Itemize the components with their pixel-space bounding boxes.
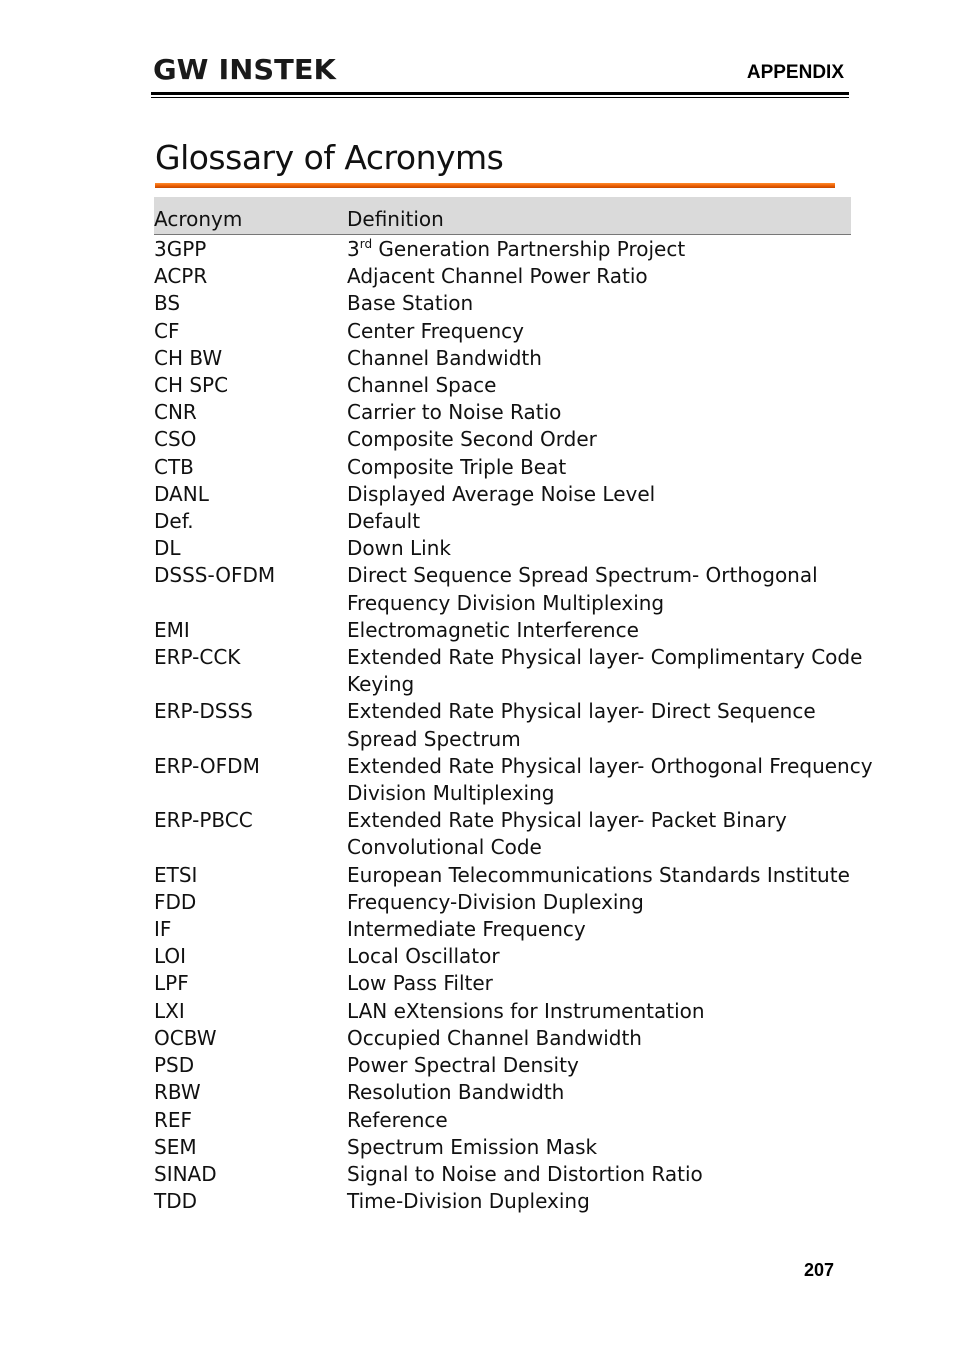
definition-text-continued: Convolutional Code	[347, 835, 542, 860]
title-underline	[155, 183, 835, 188]
acronym-cell: PSD	[154, 1053, 195, 1078]
definition-text: Time-Division Duplexing	[347, 1189, 590, 1214]
table-row	[154, 943, 851, 970]
definition-cell	[347, 1134, 851, 1161]
table-row	[154, 508, 851, 535]
column-header-definition: Definition	[347, 207, 444, 231]
table-row	[154, 753, 873, 807]
table-row	[154, 698, 851, 752]
header-rule-thin	[151, 97, 849, 98]
definition-text: Composite Triple Beat	[347, 454, 567, 479]
acronym-cell: IF	[154, 917, 172, 942]
definition-text: Frequency-Division Duplexing	[347, 889, 644, 914]
acronym-cell: EMI	[154, 617, 190, 642]
acronym-cell: SEM	[154, 1134, 197, 1159]
header-rule	[151, 92, 849, 95]
table-header	[154, 197, 851, 235]
definition-text: Center Frequency	[347, 318, 524, 343]
acronym-cell: DL	[154, 536, 181, 561]
acronym-cell: LXI	[154, 998, 185, 1023]
acronym-cell: ERP-CCK	[154, 645, 241, 670]
definition-cell	[347, 807, 851, 861]
definition-cell	[347, 399, 851, 426]
acronym-cell: ACPR	[154, 264, 208, 289]
definition-text: LAN eXtensions for Instrumentation	[347, 998, 705, 1023]
definition-text: Spectrum Emission Mask	[347, 1134, 598, 1159]
definition-text: Displayed Average Noise Level	[347, 481, 656, 506]
acronym-cell: DSSS-OFDM	[154, 563, 276, 588]
table-row	[154, 1188, 851, 1215]
definition-cell	[347, 372, 851, 399]
definition-cell	[347, 1052, 851, 1079]
definition-text-continued: Frequency Division Multiplexing	[347, 590, 665, 615]
definition-text: Base Station	[347, 291, 474, 316]
definition-prefix: 3	[347, 237, 360, 261]
acronym-cell: REF	[154, 1107, 193, 1132]
definition-cell	[347, 290, 851, 317]
acronym-cell: Def.	[154, 509, 194, 534]
definition-text-continued: Spread Spectrum	[347, 726, 521, 751]
acronym-cell: CTB	[154, 454, 194, 479]
definition-text: Direct Sequence Spread Spectrum- Orthogonal	[347, 563, 818, 588]
acronym-cell: ERP-OFDM	[154, 753, 260, 778]
table-row	[154, 345, 851, 372]
definition-cell	[347, 617, 851, 644]
definition-cell	[347, 508, 851, 535]
table-row	[154, 1161, 851, 1188]
definition-cell	[347, 753, 873, 807]
brand-logo: GW INSTEK	[153, 53, 336, 86]
acronym-cell: CH BW	[154, 345, 223, 370]
definition-text: Local Oscillator	[347, 944, 500, 969]
table-row	[154, 236, 851, 263]
page-title: Glossary of Acronyms	[155, 138, 504, 177]
definition-text: Extended Rate Physical layer- Orthogonal Frequency	[347, 753, 873, 778]
definition-text: Adjacent Channel Power Ratio	[347, 264, 648, 289]
acronym-cell: OCBW	[154, 1025, 217, 1050]
column-header-acronym: Acronym	[154, 207, 243, 231]
definition-text: Power Spectral Density	[347, 1053, 579, 1078]
definition-cell	[347, 1107, 851, 1134]
table-row	[154, 263, 851, 290]
definition-cell	[347, 318, 851, 345]
definition-text: Extended Rate Physical layer- Packet Binary	[347, 808, 787, 833]
definition-text: Composite Second Order	[347, 427, 597, 452]
acronym-cell: ERP-DSSS	[154, 699, 253, 724]
table-row	[154, 372, 851, 399]
definition-cell	[347, 862, 851, 889]
table-row	[154, 617, 851, 644]
definition-cell	[347, 644, 863, 698]
acronym-cell: DANL	[154, 481, 209, 506]
acronym-cell: LOI	[154, 944, 187, 969]
definition-text: Down Link	[347, 536, 451, 561]
definition-cell	[347, 970, 851, 997]
definition-superscript: rd	[359, 237, 373, 251]
definition-cell	[347, 535, 851, 562]
definition-text: European Telecommunications Standards Institute	[347, 862, 850, 887]
acronym-cell: LPF	[154, 971, 189, 996]
definition-text: Intermediate Frequency	[347, 917, 586, 942]
acronym-cell: CH SPC	[154, 373, 229, 398]
acronym-cell: TDD	[154, 1189, 198, 1214]
acronym-cell: RBW	[154, 1080, 201, 1105]
definition-text: Channel Bandwidth	[347, 345, 542, 370]
definition-cell	[347, 698, 851, 752]
table-row	[154, 399, 851, 426]
table-row	[154, 1025, 851, 1052]
definition-text: Resolution Bandwidth	[347, 1080, 565, 1105]
acronym-cell: BS	[154, 291, 181, 316]
definition-cell	[347, 426, 851, 453]
definition-text: Extended Rate Physical layer- Direct Sequence	[347, 699, 816, 724]
section-label: APPENDIX	[746, 62, 844, 83]
definition-cell	[347, 943, 851, 970]
table-row	[154, 318, 851, 345]
definition-cell	[347, 916, 851, 943]
definition-cell	[347, 1161, 851, 1188]
definition-text: Extended Rate Physical layer- Complimentary Code	[347, 645, 863, 670]
table-row	[154, 998, 851, 1025]
definition-text: Signal to Noise and Distortion Ratio	[347, 1161, 703, 1186]
table-row	[154, 889, 851, 916]
table-row	[154, 426, 851, 453]
definition-cell	[347, 1025, 851, 1052]
definition-cell	[347, 345, 851, 372]
acronym-cell: CF	[154, 318, 180, 343]
acronym-table-body	[154, 236, 873, 1215]
acronym-cell: FDD	[154, 889, 197, 914]
table-row	[154, 916, 851, 943]
definition-text: Electromagnetic Interference	[347, 617, 639, 642]
definition-cell	[347, 889, 851, 916]
table-row	[154, 1052, 851, 1079]
table-row	[154, 1107, 851, 1134]
definition-text: Generation Partnership Project	[372, 237, 686, 261]
definition-cell	[347, 1079, 851, 1106]
definition-cell	[347, 562, 851, 616]
table-row	[154, 481, 851, 508]
acronym-cell: CSO	[154, 427, 197, 452]
definition-text: Channel Space	[347, 373, 497, 398]
definition-text-continued: Division Multiplexing	[347, 781, 555, 806]
table-row	[154, 454, 851, 481]
definition-text: Low Pass Filter	[347, 971, 493, 996]
acronym-cell: 3GPP	[154, 237, 207, 261]
definition-text: Carrier to Noise Ratio	[347, 400, 562, 425]
page-number: 207	[803, 1260, 834, 1280]
definition-cell	[347, 481, 851, 508]
acronym-cell: SINAD	[154, 1161, 217, 1186]
definition-cell	[347, 1188, 851, 1215]
table-row	[154, 535, 851, 562]
definition-cell	[347, 263, 851, 290]
definition-cell	[347, 998, 851, 1025]
definition-text-continued: Keying	[347, 672, 415, 697]
acronym-cell: ETSI	[154, 862, 198, 887]
definition-cell	[347, 236, 851, 263]
table-row	[154, 290, 851, 317]
table-row	[154, 970, 851, 997]
definition-text: Occupied Channel Bandwidth	[347, 1025, 642, 1050]
table-row	[154, 1079, 851, 1106]
table-row	[154, 862, 851, 889]
definition-text: Reference	[347, 1107, 448, 1132]
table-row	[154, 1134, 851, 1161]
definition-text: Default	[347, 509, 421, 534]
table-row	[154, 562, 851, 616]
table-row	[154, 807, 851, 861]
definition-cell	[347, 454, 851, 481]
table-row	[154, 644, 863, 698]
acronym-cell: CNR	[154, 400, 197, 425]
acronym-cell: ERP-PBCC	[154, 808, 253, 833]
